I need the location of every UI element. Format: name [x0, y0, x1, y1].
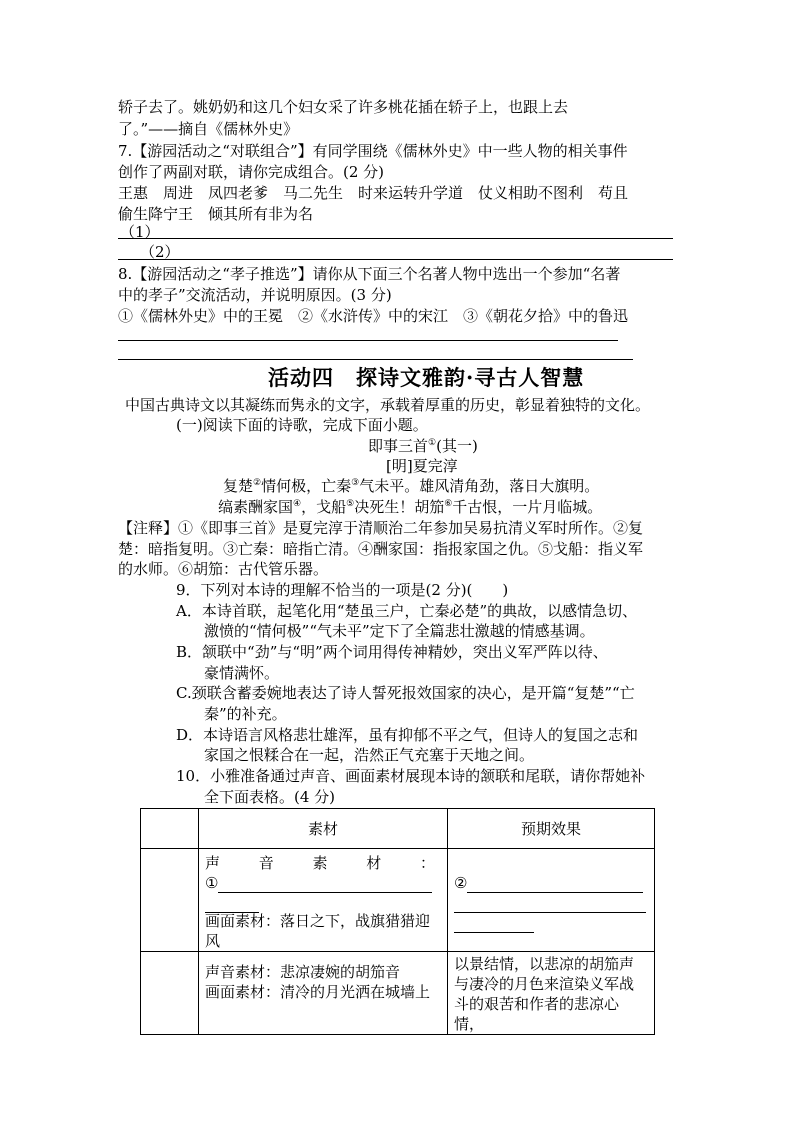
option-a-cont: 激愤的“情何极”“气未平”定下了全篇悲壮激越的情感基调。: [204, 622, 595, 640]
question-7-stem: 7.【游园活动之“对联组合”】有同学围绕《儒林外史》中一些人物的相关事件: [118, 142, 628, 160]
question-7-options: 王惠 周进 凤四老爹 马二先生 时来运转升学道 仗义相助不图利 苟且: [118, 184, 629, 202]
row2-material-cell: [199, 952, 448, 1035]
answer-blank-label: （2）: [140, 243, 180, 261]
sound-answer-blank[interactable]: [218, 876, 432, 893]
picture-material: 画面素材：落日之下，战旗猎猎迎: [205, 912, 431, 930]
option-b-cont: 豪情满怀。: [204, 664, 280, 682]
question-10-stem-cont: 全下面表格。(4 分): [204, 788, 336, 806]
answer-blank-label: （1）: [120, 223, 160, 241]
poem-line-2: 缟素酬家国④，戈船⑤决死生！胡笳⑥千古恨，一片月临城。: [218, 498, 603, 516]
material-table: [140, 808, 655, 1035]
subsection-instruction: (一)阅读下面的诗歌，完成下面小题。: [176, 416, 428, 434]
question-10-stem: 10．小雅准备通过声音、画面素材展现本诗的颔联和尾联，请你帮她补: [176, 767, 646, 785]
effect-text: 以景结情，以悲凉的胡笳声: [454, 955, 635, 973]
question-8-options: ①《儒林外史》中的王冕 ②《水浒传》中的宋江 ③《朝花夕拾》中的鲁迅: [118, 307, 629, 325]
row-label-cell: [141, 952, 199, 1035]
table-corner-cell: [141, 809, 199, 849]
picture-material-cont: 风: [205, 932, 221, 950]
notes-line: 楚：暗指复明。③亡秦：暗指亡清。④酬家国：指报家国之仇。⑤戈船：指义军: [118, 540, 644, 558]
option-c-cont: 秦”的补充。: [204, 705, 287, 723]
header-effect: 预期效果: [448, 809, 655, 849]
sound-material-label: 声 音 素 材 ：: [205, 854, 435, 872]
answer-line[interactable]: [118, 238, 673, 239]
poem-title: 即事三首①(其一): [368, 437, 478, 455]
option-b[interactable]: B．颔联中“劲”与“明”两个词用得传神精妙，突出义军严阵以待、: [176, 643, 608, 661]
option-a[interactable]: A．本诗首联，起笔化用“楚虽三户，亡秦必楚”的典故，以感情急切、: [176, 602, 638, 620]
row1-material-cell: [199, 849, 448, 952]
question-9-stem: 9．下列对本诗的理解不恰当的一项是(2 分)( ): [176, 581, 509, 599]
option-d-cont: 家国之恨糅合在一起，浩然正气充塞于天地之间。: [204, 746, 535, 764]
question-7-stem-cont: 创作了两副对联，请你完成组合。(2 分): [118, 163, 385, 181]
header-material: 素材: [199, 809, 448, 849]
answer-line[interactable]: [118, 340, 618, 341]
poem-line-1: 复楚②情何极，亡秦③气未平。雄风清角劲，落日大旗明。: [223, 477, 600, 495]
question-8-stem-cont: 中的孝子”交流活动，并说明原因。(3 分): [118, 286, 392, 304]
row2-effect-cell: [448, 952, 655, 1035]
passage-line: 轿子去了。姚奶奶和这几个妇女采了许多桃花插在轿子上，也跟上去: [118, 98, 569, 116]
effect-text: 斗的艰苦和作者的悲凉心情，: [454, 995, 620, 1033]
poem-author: [明]夏完淳: [386, 457, 458, 475]
effect-answer-blank[interactable]: [454, 896, 646, 913]
picture-material: 画面素材：清冷的月光洒在城墙上: [205, 983, 431, 1001]
question-7-options-cont: 偷生降宁王 倾其所有非为名: [118, 205, 314, 223]
row1-effect-cell: [448, 849, 655, 952]
notes-line: 【注释】①《即事三首》是夏完淳于清顺治二年参加吴易抗清义军时所作。②复: [118, 519, 644, 537]
sound-material: 声音素材：悲凉凄婉的胡笳音: [205, 963, 401, 981]
sound-answer-row: [205, 873, 441, 893]
passage-source: 了。”——摘自《儒林外史》: [118, 120, 299, 138]
option-c[interactable]: C.颈联含蓄委婉地表达了诗人誓死报效国家的决心，是开篇“复楚”“亡: [176, 684, 635, 702]
row-label-cell: [141, 849, 199, 952]
section-intro: 中国古典诗文以其凝练而隽永的文字，承载着厚重的历史，彰显着独特的文化。: [125, 396, 651, 414]
blank-number: ①: [205, 874, 219, 892]
section-title: 活动四 探诗文雅韵·寻古人智慧: [268, 365, 585, 390]
effect-answer-blank[interactable]: [454, 916, 534, 933]
option-d[interactable]: D．本诗语言风格悲壮雄浑，虽有抑郁不平之气，但诗人的复国之志和: [176, 726, 639, 744]
effect-answer-blank[interactable]: [467, 876, 643, 893]
blank-number: ②: [454, 874, 468, 892]
question-8-stem: 8.【游园活动之“孝子推选”】请你从下面三个名著人物中选出一个参加“名著: [118, 265, 621, 283]
answer-line[interactable]: [118, 359, 633, 360]
effect-text: 与凄冷的月色来渲染义军战: [454, 975, 635, 993]
notes-line: 的水师。⑥胡笳：古代管乐器。: [118, 560, 329, 578]
answer-line[interactable]: [118, 259, 673, 260]
